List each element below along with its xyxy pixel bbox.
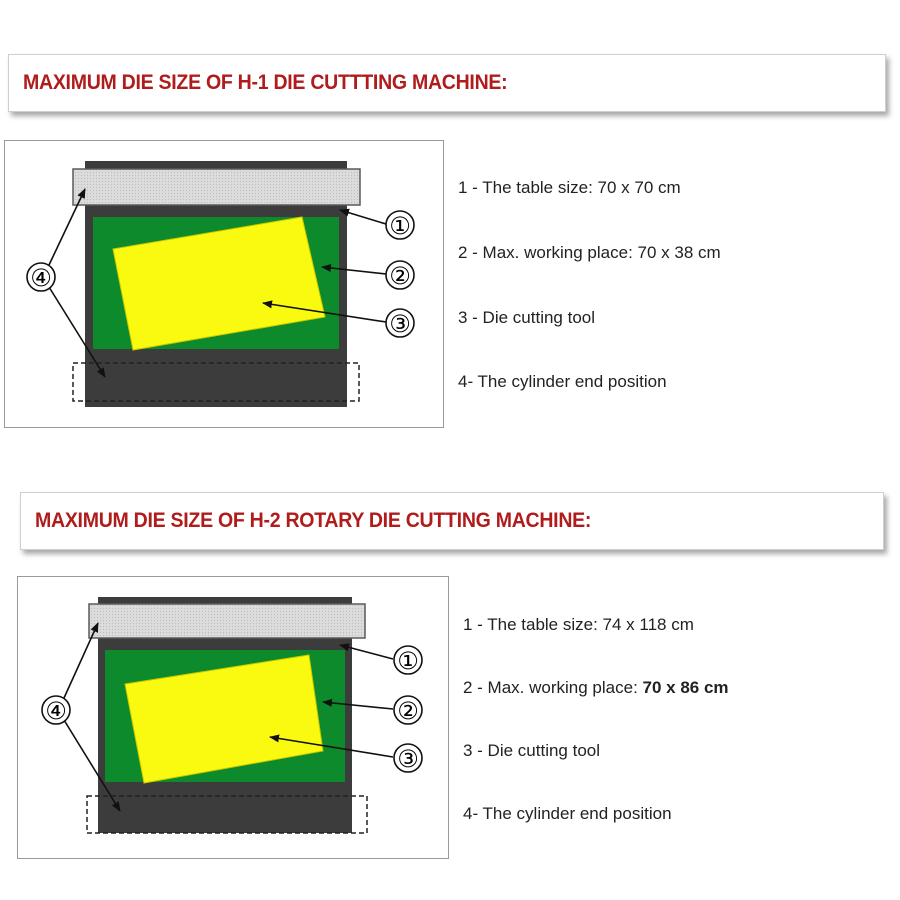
callout-4: ④: [45, 697, 67, 725]
callout-2: ②: [397, 697, 419, 725]
section2-diagram: [17, 576, 449, 859]
section2-legend-2: 2 - Max. working place: 70 x 86 cm: [463, 678, 729, 697]
top-roller: [73, 169, 360, 205]
callout-4: ④: [30, 264, 52, 292]
section2-legend-4: 4- The cylinder end position: [463, 804, 672, 823]
section1-title: MAXIMUM DIE SIZE OF H-1 DIE CUTTTING MACHINE:: [23, 71, 508, 94]
callout-1: ①: [389, 212, 411, 240]
section2-legend-3: 3 - Die cutting tool: [463, 741, 601, 760]
section2-legend-1: 1 - The table size: 74 x 118 cm: [463, 615, 694, 634]
section2-title: MAXIMUM DIE SIZE OF H-2 ROTARY DIE CUTTING MACHINE:: [35, 509, 592, 532]
section1-diagram-svg: [5, 141, 445, 429]
section2-diagram-svg: [18, 577, 450, 860]
section1-diagram: [4, 140, 444, 428]
callout-1: ①: [397, 647, 419, 675]
callout-3: ③: [389, 310, 411, 338]
section1-legend-2: 2 - Max. working place: 70 x 38 cm: [458, 243, 721, 262]
top-roller: [89, 604, 365, 638]
section1-legend-1: 1 - The table size: 70 x 70 cm: [458, 178, 681, 197]
callout-2: ②: [389, 262, 411, 290]
section1-legend-3: 3 - Die cutting tool: [458, 308, 596, 327]
section1-title-box: [8, 54, 886, 112]
callout-3: ③: [397, 745, 419, 773]
section1-legend-4: 4- The cylinder end position: [458, 372, 667, 391]
section2-title-box: [20, 492, 884, 550]
